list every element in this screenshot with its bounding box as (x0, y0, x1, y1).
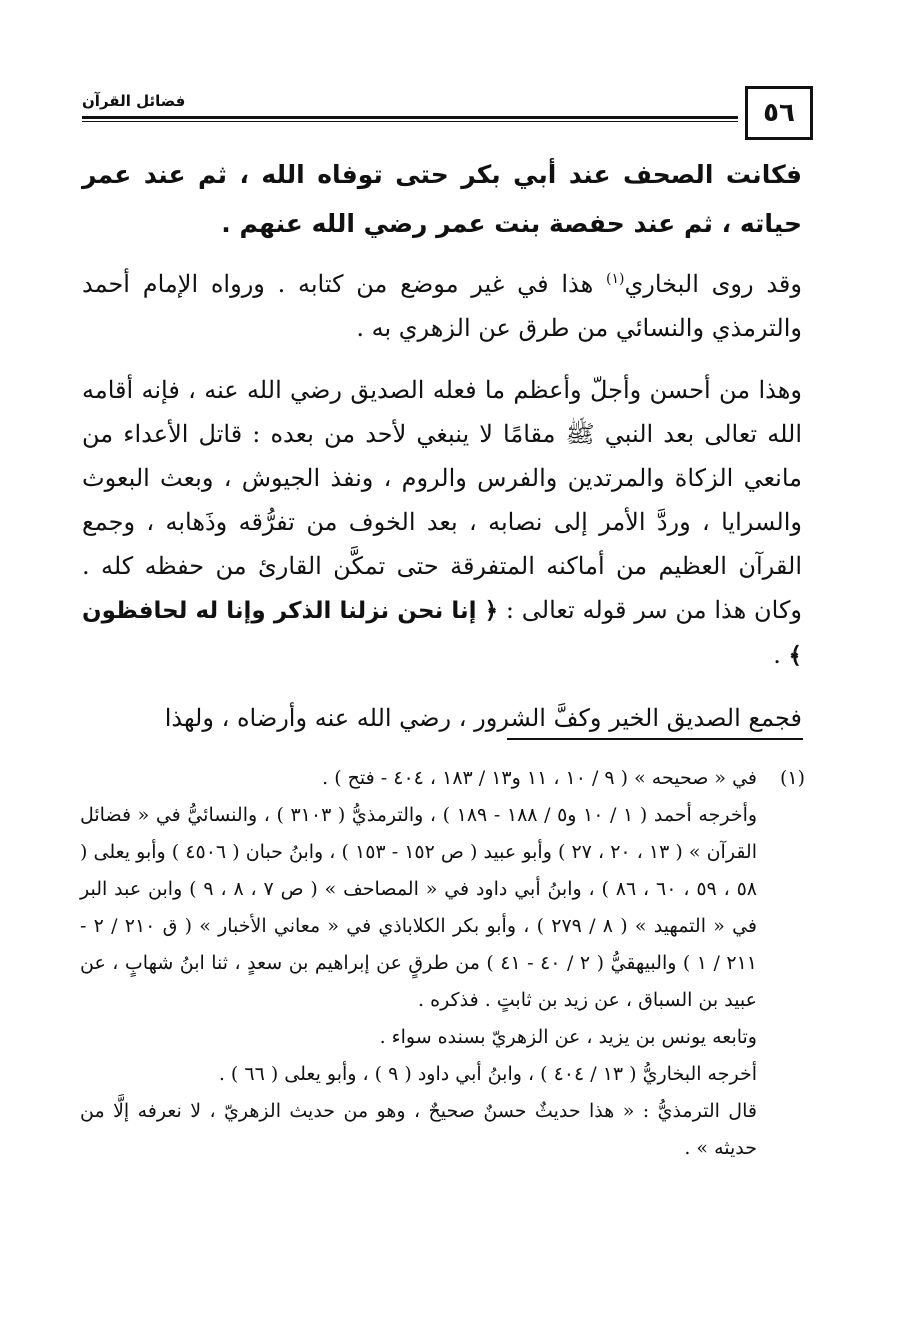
paragraph-4: فجمع الصديق الخير وكفَّ الشرور ، رضي الله عنه وأرضاه ، ولهذا (164, 704, 802, 732)
footnote-line: قال الترمذيُّ : « هذا حديثٌ حسنٌ صحيحٌ ، وهو من حديث الزهريّ ، لا نعرفه إلَّا من حديثه » . (80, 1100, 757, 1159)
footnote-reference-1[interactable]: (١) (606, 271, 625, 287)
paragraph-3-text: وهذا من أحسن وأجلّ وأعظم ما فعله الصديق رضي الله عنه ، فإنه أقامه الله تعالى بعد النبي ﷺ مقامًا لا ينبغي لأحد من بعده : قاتل الأعداء من مانعي الزكاة والمرتدين والفرس والروم ، ونفذ الجيوش ، وبعث البعوث والسرايا ، وردَّ الأمر إلى نصابه ، بعد الخوف من تفرُّقه وذَهابه ، وجمع القرآن العظيم من أماكنه المتفرقة حتى تمكَّن القارئ من حفظه كله . وكان هذا من سر قوله تعالى : (82, 376, 803, 624)
paragraph-2 (82, 262, 802, 350)
footnote-separator (507, 738, 803, 740)
paragraph-3 (82, 368, 802, 678)
footnote-line: أخرجه البخاريُّ ( ١٣ / ٤٠٤ ) ، وابنُ أبي داود ( ٩ ) ، وأبو يعلى ( ٦٦ ) . (218, 1063, 757, 1085)
paragraph-2-start: وقد روى البخاري (624, 270, 802, 298)
footnote-line: في « صحيحه » ( ٩ / ١٠ ، ١١ و١٣ / ١٨٣ ، ٤٠٤ - فتح ) . (322, 767, 757, 789)
footnote-body (80, 760, 757, 1167)
header-rule-thin (82, 121, 738, 122)
footnote-marker: (١) (779, 767, 805, 789)
footnote-line: وأخرجه أحمد ( ١ / ١٠ و٥ / ١٨٨ - ١٨٩ ) ، والترمذيُّ ( ٣١٠٣ ) ، والنسائيُّ في « فضائل القرآن » ( ١٣ ، ٢٠ ، ٢٧ ) وأبو عبيد ( ص ١٥٢ - ١٥٣ ) ، وابنُ حبان ( ٤٥٠٦ ) وأبو يعلى ( ٥٨ ، ٥٩ ، ٦٠ ، ٨٦ ) ، وابنُ أبي داود في « المصاحف » ( ص ٧ ، ٨ ، ٩ ) وابن عبد البر في « التمهيد » ( ٨ / ٢٧٩ ) ، وأبو بكر الكلاباذي في « معاني الأخبار » ( ق ٢١٠ / ٢ - ٢١١ / ١ ) والبيهقيُّ ( ٢ / ٤٠ - ٤١ ) من طرقٍ عن إبراهيم بن سعدٍ ، ثنا ابنُ شهابٍ ، عن عبيد بن السباق ، عن زيد بن ثابتٍ . فذكره . (80, 804, 758, 1011)
main-text (82, 150, 802, 740)
paragraph-3-end: . (773, 641, 789, 669)
running-header-title: فضائل القرآن (82, 92, 186, 110)
paragraph-1: فكانت الصحف عند أبي بكر حتى توفاه الله ، ثم عند عمر حياته ، ثم عند حفصة بنت عمر رضي الله عنهم . (82, 160, 802, 238)
page-number: ٥٦ (745, 86, 813, 140)
footnote-1 (80, 760, 805, 1167)
footnote-line: وتابعه يونس بن يزيد ، عن الزهريّ بسنده سواء . (379, 1026, 757, 1048)
footnotes (80, 760, 805, 1167)
header-rule (82, 116, 738, 119)
paragraph-2-rest: هذا في غير موضع من كتابه . ورواه الإمام أحمد والترمذي والنسائي من طرق عن الزهري به . (82, 270, 802, 342)
quran-verse: ﴿ إنا نحن نزلنا الذكر وإنا له لحافظون ﴾ (82, 598, 802, 669)
